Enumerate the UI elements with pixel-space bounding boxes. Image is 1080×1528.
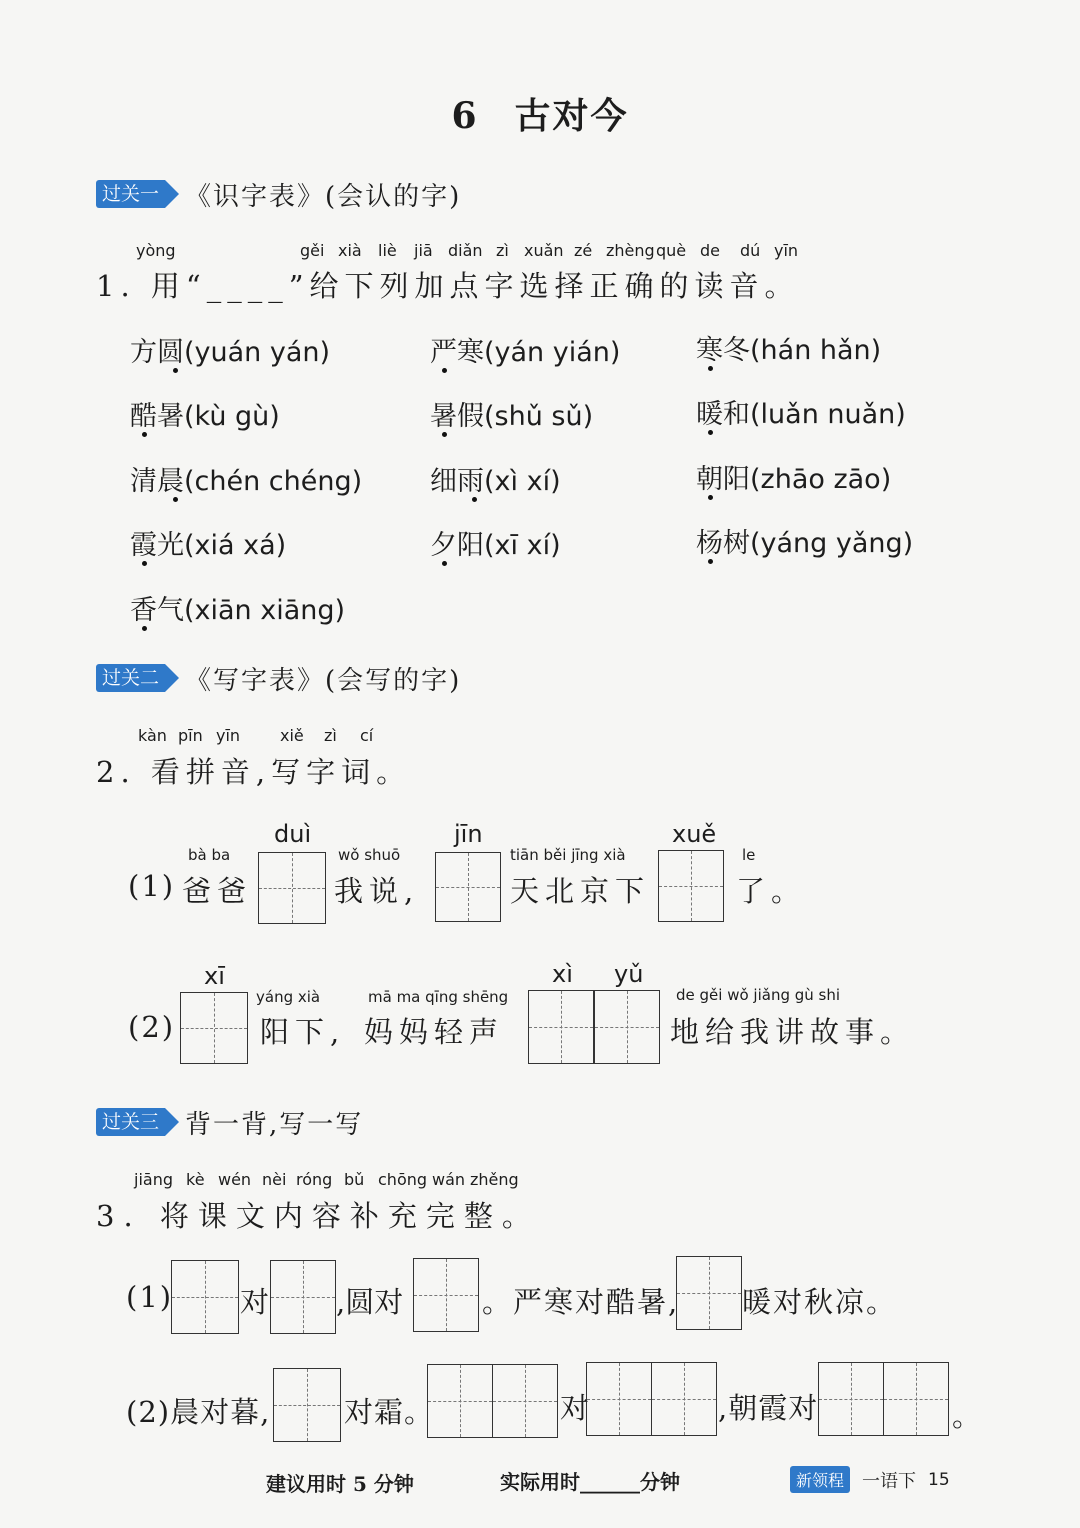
section-1-title: 《识字表》(会认的字) xyxy=(185,181,462,212)
emphasis-dot xyxy=(472,497,477,502)
q2-l2-pinyin: de gěi wǒ jiǎng gù shi xyxy=(676,986,841,1004)
q1-item: 暑假(shǔ sǔ) xyxy=(430,401,594,432)
write-box[interactable] xyxy=(651,1362,717,1436)
q3-l2-text: 。 xyxy=(952,1399,988,1433)
q3-pinyin: chōng xyxy=(378,1170,428,1189)
box-pinyin: jīn xyxy=(454,820,483,848)
q2-l1-pinyin: wǒ shuō xyxy=(338,846,401,864)
q1-blank: ____ xyxy=(206,269,289,303)
emphasis-dot xyxy=(442,432,447,437)
q3-l2-text: 对 xyxy=(560,1391,590,1425)
q3-pinyin: kè xyxy=(186,1170,205,1189)
q2-l2-text: 地给我讲故事。 xyxy=(670,1015,916,1049)
write-box[interactable] xyxy=(258,852,326,924)
q1-item: 杨树(yáng yǎng) xyxy=(696,528,914,559)
q3-l1-text: 对 xyxy=(240,1285,270,1319)
write-box[interactable] xyxy=(413,1258,479,1332)
write-box[interactable] xyxy=(273,1368,341,1442)
emphasis-dot xyxy=(442,368,447,373)
q1-pinyin: què xyxy=(656,241,687,260)
q1-pinyin: gěi xyxy=(300,241,325,260)
emphasis-dot xyxy=(708,366,713,371)
box-pinyin: xī xyxy=(204,962,225,990)
lesson-number: 6 xyxy=(451,95,479,137)
arrow-icon xyxy=(165,664,179,692)
q2-l1-label: (1) xyxy=(128,869,176,903)
write-box[interactable] xyxy=(180,992,248,1064)
q1-pinyin: diǎn xyxy=(448,241,483,260)
q3-l2-label: (2)晨对暮, xyxy=(126,1395,271,1429)
q2-l2-label: (2) xyxy=(128,1010,176,1044)
q2-l1-pinyin: tiān běi jīng xià xyxy=(510,846,626,864)
q2-l2-text: 阳下, xyxy=(260,1015,346,1049)
q1-item: 清晨(chén chéng) xyxy=(130,466,363,497)
q3-pinyin: wén xyxy=(218,1170,252,1189)
q2-l1-text: 我说, xyxy=(334,874,420,908)
q3-l2-text: 对霜。 xyxy=(344,1395,435,1429)
q1-text: ”给下列加点字选择正确的读音。 xyxy=(288,269,800,303)
write-box[interactable] xyxy=(818,1362,884,1436)
box-pinyin: xuě xyxy=(672,820,717,848)
q1-pinyin: xuǎn xyxy=(524,241,564,260)
q1-pinyin: zì xyxy=(496,241,509,260)
q3-pinyin: zhěng xyxy=(470,1170,519,1189)
write-box[interactable] xyxy=(171,1260,239,1334)
q1-item: 霞光(xiá xá) xyxy=(130,530,287,561)
write-box[interactable] xyxy=(586,1362,652,1436)
q2-l1-text: 天北京下 xyxy=(510,874,651,908)
q1-pinyin: dú xyxy=(740,241,761,260)
emphasis-dot xyxy=(708,495,713,500)
q2-stem: 2. 看拼音,写字词。 xyxy=(96,755,412,789)
q3-l1-label: (1) xyxy=(126,1280,174,1314)
q2-pinyin: zì xyxy=(324,726,337,745)
q1-item: 酷暑(kù gù) xyxy=(130,401,280,432)
box-pinyin: xì xyxy=(552,960,573,988)
emphasis-dot xyxy=(708,559,713,564)
q2-l1-pinyin: bà ba xyxy=(188,846,231,864)
q1-pinyin: xià xyxy=(338,241,362,260)
section-2-header xyxy=(96,664,462,696)
q3-pinyin: jiāng xyxy=(134,1170,173,1189)
emphasis-dot xyxy=(142,626,147,631)
emphasis-dot xyxy=(442,561,447,566)
page-number: 15 xyxy=(928,1469,950,1490)
write-box[interactable] xyxy=(528,990,594,1064)
section-3-header xyxy=(96,1108,364,1140)
q1-pinyin: zhèng xyxy=(606,241,655,260)
arrow-icon xyxy=(165,1108,179,1136)
lesson-title xyxy=(0,88,1080,139)
actual-time-label: 实际用时 xyxy=(500,1470,580,1494)
actual-time xyxy=(500,1466,680,1495)
write-box[interactable] xyxy=(594,990,660,1064)
section-3-tag: 过关三 xyxy=(96,1108,165,1136)
q3-l1-text: 暖对秋凉。 xyxy=(742,1285,898,1319)
q1-stem xyxy=(96,264,800,305)
arrow-icon xyxy=(165,180,179,208)
q3-pinyin: róng xyxy=(296,1170,333,1189)
q1-item: 夕阳(xī xí) xyxy=(430,530,561,561)
q2-l1-pinyin: le xyxy=(742,846,756,864)
write-box[interactable] xyxy=(676,1256,742,1330)
write-box[interactable] xyxy=(435,852,501,922)
q3-pinyin: wán xyxy=(432,1170,466,1189)
q1-pinyin: zé xyxy=(574,241,593,260)
q2-pinyin: pīn xyxy=(178,726,203,745)
box-pinyin: duì xyxy=(274,820,312,848)
brand-logo: 新领程 xyxy=(790,1466,850,1493)
q1-item: 寒冬(hán hǎn) xyxy=(696,335,882,366)
suggested-time: 建议用时 5 分钟 xyxy=(266,1472,414,1496)
q3-pinyin: bǔ xyxy=(344,1170,365,1189)
section-3-title: 背一背,写一写 xyxy=(185,1109,364,1140)
q1-pinyin: yīn xyxy=(774,241,799,260)
section-1-tag: 过关一 xyxy=(96,180,165,208)
page-footer-right xyxy=(790,1466,950,1493)
actual-time-unit: 分钟 xyxy=(640,1470,680,1494)
q2-pinyin: kàn xyxy=(138,726,167,745)
actual-time-blank: ______ xyxy=(580,1470,640,1494)
write-box[interactable] xyxy=(270,1260,336,1334)
write-box[interactable] xyxy=(883,1362,949,1436)
grade-label: 一语下 xyxy=(862,1470,917,1492)
q3-l2-text: ,朝霞对 xyxy=(718,1391,819,1425)
q3-l1-text: ,圆对 xyxy=(336,1285,404,1319)
q1-pinyin: jiā xyxy=(414,241,433,260)
q1-item: 朝阳(zhāo zāo) xyxy=(696,464,892,495)
q1-item: 方圆(yuán yán) xyxy=(130,337,331,368)
q1-prefix: 1. 用“ xyxy=(96,269,207,303)
q2-pinyin: cí xyxy=(360,726,374,745)
q1-item: 严寒(yán yián) xyxy=(430,337,621,368)
write-box[interactable] xyxy=(658,850,724,922)
emphasis-dot xyxy=(173,368,178,373)
emphasis-dot xyxy=(142,561,147,566)
write-box[interactable] xyxy=(427,1364,493,1438)
q1-item: 细雨(xì xí) xyxy=(430,466,561,497)
q2-l1-text: 了。 xyxy=(736,874,807,908)
q3-stem: 3. 将课文内容补充完整。 xyxy=(96,1199,540,1233)
box-pinyin: yǔ xyxy=(614,960,644,988)
q1-item: 暖和(luǎn nuǎn) xyxy=(696,399,906,430)
section-2-tag: 过关二 xyxy=(96,664,165,692)
q2-l2-pinyin: mā ma qīng shēng xyxy=(368,988,509,1006)
q3-l1-text: 。严寒对酷暑, xyxy=(482,1285,680,1319)
q2-pinyin: yīn xyxy=(216,726,241,745)
emphasis-dot xyxy=(708,430,713,435)
q1-item: 香气(xiān xiāng) xyxy=(130,595,346,626)
q2-l2-text: 妈妈轻声 xyxy=(364,1015,505,1049)
emphasis-dot xyxy=(142,432,147,437)
q2-pinyin: xiě xyxy=(280,726,304,745)
q2-l1-text: 爸爸 xyxy=(182,874,253,908)
section-2-title: 《写字表》(会写的字) xyxy=(185,665,462,696)
write-box[interactable] xyxy=(492,1364,558,1438)
emphasis-dot xyxy=(173,497,178,502)
q1-pinyin: de xyxy=(700,241,720,260)
section-1-header xyxy=(96,180,462,212)
q3-pinyin: nèi xyxy=(262,1170,287,1189)
q2-l2-pinyin: yáng xià xyxy=(256,988,321,1006)
lesson-title-text: 古对今 xyxy=(514,95,629,137)
q1-pinyin-1: yòng xyxy=(136,241,176,260)
q1-pinyin: liè xyxy=(378,241,397,260)
